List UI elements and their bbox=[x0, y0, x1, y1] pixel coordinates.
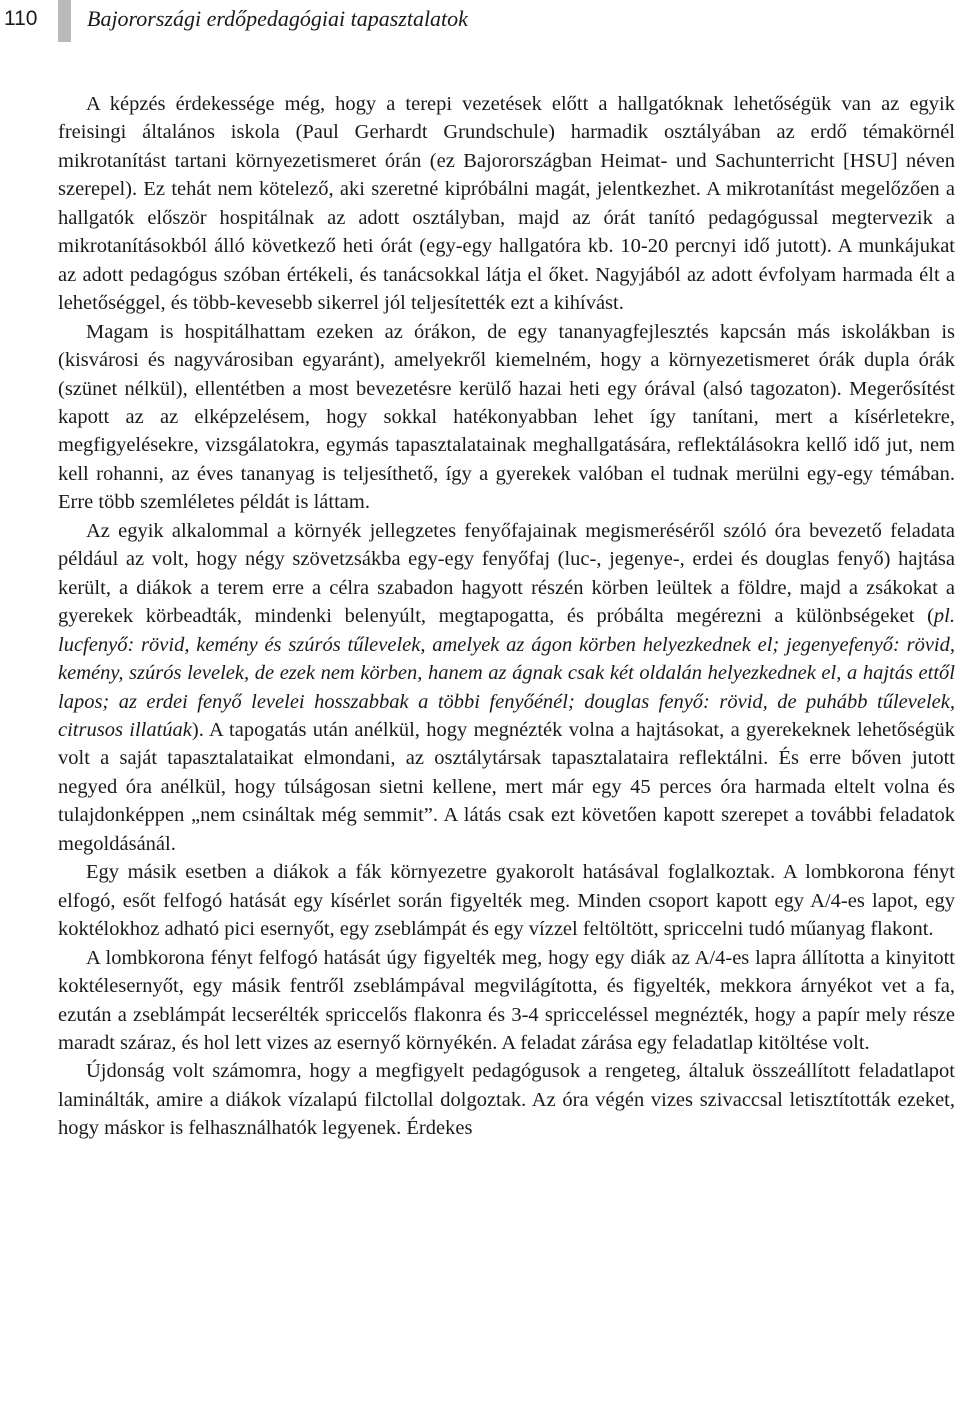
page-header bbox=[0, 0, 960, 44]
paragraph: Újdonság volt számomra, hogy a megfigyelt pedagógusok a rengeteg, általuk összeállított feladatlapot laminálták, amire a diákok vízalapú filctollal dolgoztak. Az óra végén vizes szivaccsal letisztították ezeket, hogy máskor is felhasználhatók legyenek. Érdekes bbox=[58, 1060, 955, 1140]
header-divider-bar bbox=[58, 0, 71, 42]
paragraph: A képzés érdekessége még, hogy a terepi vezetések előtt a hallgatóknak lehetőségük van az egyik freisingi általános iskola (Paul Gerhardt Grundschule) harmadik osztályában az erdő témakörnél mikrotanítást tartani környezetismeret órán (ez Bajorországban Heimat- und Sachunterricht [HSU] néven szerepel). Ez tehát nem kötelező, aki szeretné kipróbálni magát, jelentkezhet. A mikrotanítást megelőzően a hallgatók először hospitálnak az adott osztályban, majd az órát tanító pedagógussal megtervezik a mikrotanításokból álló következő heti órát (egy-egy hallgatóra kb. 10-20 percnyi idő jutott). A munkájukat az adott pedagógus szóban értékeli, és tanácsokkal látja el őket. Nagyjából az adott évfolyam harmada élt a lehetőséggel, és több-kevesebb sikerrel jól teljesítették ezt a kihívást. bbox=[58, 93, 955, 315]
paragraph bbox=[58, 517, 955, 858]
body-text bbox=[58, 90, 955, 1143]
paragraph: A lombkorona fényt felfogó hatását úgy figyelték meg, hogy egy diák az A/4-es lapra állította a kinyitott koktélesernyőt, egy másik fentről zseblámpával megvilágította, és figyelték, mekkora árnyékot vet a fa, ezután a zseblámpát lecserélték spriccelős flakonra és 3-4 spricceléssel megnézték, hogy a papír mely része maradt száraz, és hol lett vizes az esernyő környékén. A feladat zárása egy feladatlap kitöltése volt. bbox=[58, 946, 955, 1054]
paragraph-italic-text: pl. lucfenyő: rövid, kemény és szúrós tűlevelek, amelyek az ágon körben helyezkednek el; jegenyefenyő: rövid, kemény, szúrós levelek, de ezek nem körben, hanem az ágnak csak két oldalán helyezkednek el, a hajtás ettől lapos; az erdei fenyő levelei hosszabbak a többi fenyőénél; douglas fenyő: rövid, de puhább tűlevelek, citrusos illatúak bbox=[58, 605, 955, 741]
page-number: 110 bbox=[4, 7, 38, 30]
paragraph: Egy másik esetben a diákok a fák környezetre gyakorolt hatásával foglalkoztak. A lombkorona fényt elfogó, esőt felfogó hatását egy kísérlet során figyelték meg. Minden csoport kapott egy A/4-es lapot, egy koktélokhoz adható pici esernyőt, egy zseblámpát és egy vízzel feltöltött, spriccelni tudó műanyag flakont. bbox=[58, 861, 955, 941]
running-title: Bajorországi erdőpedagógiai tapasztalatok bbox=[87, 6, 468, 31]
paragraph-text: Az egyik alkalommal a környék jellegzetes fenyőfajainak megismeréséről szóló óra bevezető feladata például az volt, hogy négy szövetzsákba egy-egy fenyőfaj (luc-, jegenye-, erdei és douglas fenyő) hajtása került, a diákok a terem erre a célra szabadon hagyott részén körben leültek a földre, majd a zsákokat a gyerekek körbeadták, mindenki belenyúlt, megtapogatta, és próbálta megérezni a különbségeket ( bbox=[58, 519, 955, 628]
paragraph: Magam is hospitálhattam ezeken az órákon, de egy tananyagfejlesztés kapcsán más iskolákban is (kisvárosi és nagyvárosiban egyaránt), amelyekről kiemelném, hogy a környezetismeret órák dupla órák (szünet nélkül), ellentétben a most bevezetésre kerülő hazai heti egy órával (alsó tagozaton). Megerősítést kapott az az elképzelésem, hogy sokkal hatékonyabban lehet így tanítani, mert a kísérletekre, megfigyelésekre, vizsgálatokra, egymás tapasztalatainak meghallgatására, reflektálásokra kellő idő jut, nem kell rohanni, az éves tananyag is teljesíthető, így a gyerekek valóban el tudnak merülni egy-egy témában. Erre több szemléletes példát is láttam. bbox=[58, 320, 955, 514]
paragraph-text: ). A tapogatás után anélkül, hogy megnézték volna a hajtásokat, a gyerekeknek lehetőségük volt a saját tapasztalataikat elmondani, az osztálytársak tapasztalataira reflektálni. És erre bőven jutott negyed óra anélkül, hogy túlságosan sietni kellene, mert már egy 45 perces óra harmada eltelt volna és tulajdonképpen „nem csináltak még semmit”. A látás csak ezt követően kapott szerepet a további feladatok megoldásánál. bbox=[58, 718, 955, 855]
